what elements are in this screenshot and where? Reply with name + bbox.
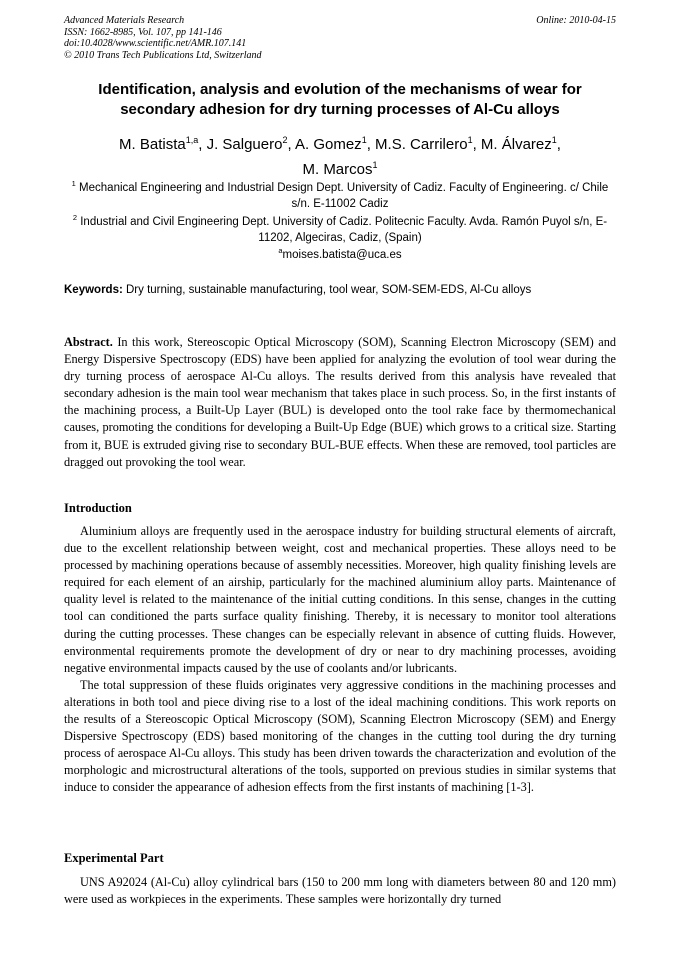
affiliation-sup: 2 bbox=[72, 213, 78, 222]
abstract-label: Abstract. bbox=[64, 335, 113, 349]
online-date: Online: 2010-04-15 bbox=[536, 15, 616, 26]
experimental-heading: Experimental Part bbox=[64, 851, 164, 865]
paragraph: UNS A92024 (Al-Cu) alloy cylindrical bars (150 to 200 mm long with diameters between 80 and 120 mm) were used as workpieces in the experiments. These samples were horizontally dry turned bbox=[64, 875, 616, 907]
author-list: M. Batista$^{1,a}$, J. Salguero$^2$, A. Gomez$^1$, M.S. Carrilero$^1$, M. Álvarez$^1$, M. Marcos$^1$ bbox=[119, 135, 561, 178]
affiliation-1 bbox=[64, 176, 616, 212]
keywords-text: Dry turning, sustainable manufacturing, tool wear, SOM-SEM-EDS, Al-Cu alloys bbox=[126, 284, 532, 296]
paragraph: Aluminium alloys are frequently used in the aerospace industry for building structural elements of aircraft, due to the excellent relationship between weight, cost and mechanical properties. These alloys need to be processed by machining operations because of assembly necessities. Moreover, high quality finishing levels are required for each element of an airship, particularly for the machined aluminium alloy parts. Maintenance of quality level is related to the maintenance of the initial cutting conditions. In this sense, changes in the cutting tool can conditioned the parts surface quality finishing. Thereby, it is necessary to monitor tool alterations during the cutting processes. These changes can be especially relevant in absence of cutting fluids. However, environmental requirements promote the development of dry or near to dry machining processes, avoiding negative environmental impacts caused by the use of coolants and/or lubricants. bbox=[64, 524, 616, 675]
paper-title: Identification, analysis and evolution of the mechanisms of wear for secondary adhesion for dry turning processes of Al-Cu alloys bbox=[98, 81, 582, 118]
affiliation-sup: 1 bbox=[71, 179, 76, 188]
author: M.S. Carrilero bbox=[375, 136, 468, 153]
author: J. Salguero bbox=[206, 136, 283, 153]
introduction-body bbox=[64, 523, 616, 797]
author-sup: 1 bbox=[467, 135, 473, 145]
author: A. Gomez bbox=[295, 136, 362, 153]
introduction-heading: Introduction bbox=[64, 501, 132, 515]
author: M. Marcos bbox=[302, 161, 373, 178]
keywords bbox=[64, 284, 616, 296]
author-sup: 1 bbox=[361, 135, 367, 145]
journal-copyright: © 2010 Trans Tech Publications Ltd, Switzerland bbox=[64, 49, 262, 61]
author: M. Batista bbox=[119, 136, 186, 153]
author-sup: 1 bbox=[551, 135, 557, 145]
affiliation-2 bbox=[64, 210, 616, 246]
email-sup: a bbox=[278, 246, 283, 255]
keywords-label: Keywords: bbox=[64, 284, 123, 296]
author-sup: 2 bbox=[282, 135, 288, 145]
abstract-text: In this work, Stereoscopic Optical Microscopy (SOM), Scanning Electron Microscopy (SEM) and Energy Dispersive Spectroscopy (EDS) have been applied for analyzing the evolution of tool wear during the dry turning process of aerospace Al-Cu alloys. The results derived from this analysis have revealed that secondary adhesion is the main tool wear mechanism that takes place in such process. So, in the first instants of the machining process, a Built-Up Layer (BUL) is developed onto the tool rake face by thermomechanical causes, promoting the conditions for developing a Built-Up Edge (BUE) which grows to a critical size. Starting from it, BUE is extruded giving rise to secondary BUL-BUE effects. When these are removed, tool particles are dragged out provoking the tool wear. bbox=[64, 335, 616, 469]
abstract bbox=[64, 334, 616, 471]
paragraph: The total suppression of these fluids originates very aggressive conditions in the machining processes and alterations in both tool and piece diving rise to a lost of the ideal machining conditions. This work reports on the results of a Stereoscopic Optical Microscopy (SOM), Scanning Electron Microscopy (SEM) and Energy Dispersive Spectroscopy (EDS) based monitoring of the changes in the cutting tool during the dry turning process of aerospace Al-Cu alloys. This study has been driven towards the characterization and evolution of the morphologic and microstructural alterations of the tools, supported on previous studies in similar systems that induce to consider the appearance of adhesion effects from the first instants of machining [1-3]. bbox=[64, 677, 616, 795]
journal-name: Advanced Materials Research bbox=[64, 15, 185, 26]
author: M. Álvarez bbox=[480, 136, 552, 153]
corresponding-email bbox=[64, 246, 616, 261]
journal-issn: ISSN: 1662-8985, Vol. 107, pp 141-146 bbox=[64, 26, 222, 38]
journal-doi: doi:10.4028/www.scientific.net/AMR.107.141 bbox=[64, 38, 247, 49]
email-address: moises.batista@uca.es bbox=[282, 248, 402, 261]
journal-header bbox=[64, 15, 616, 61]
affiliation-text: Mechanical Engineering and Industrial Design Dept. University of Cadiz. Faculty of Engineering. c/ Chile s/n. E-11002 Cadiz bbox=[79, 181, 609, 210]
author-sup: 1 bbox=[372, 160, 378, 170]
author-sup: 1,a bbox=[185, 135, 199, 145]
experimental-body bbox=[64, 874, 616, 908]
affiliation-text: Industrial and Civil Engineering Dept. University of Cadiz. Politecnic Faculty. Avda. Ramón Puyol s/n, E-11202, Algeciras, Cadiz, (Spain) bbox=[80, 215, 608, 244]
